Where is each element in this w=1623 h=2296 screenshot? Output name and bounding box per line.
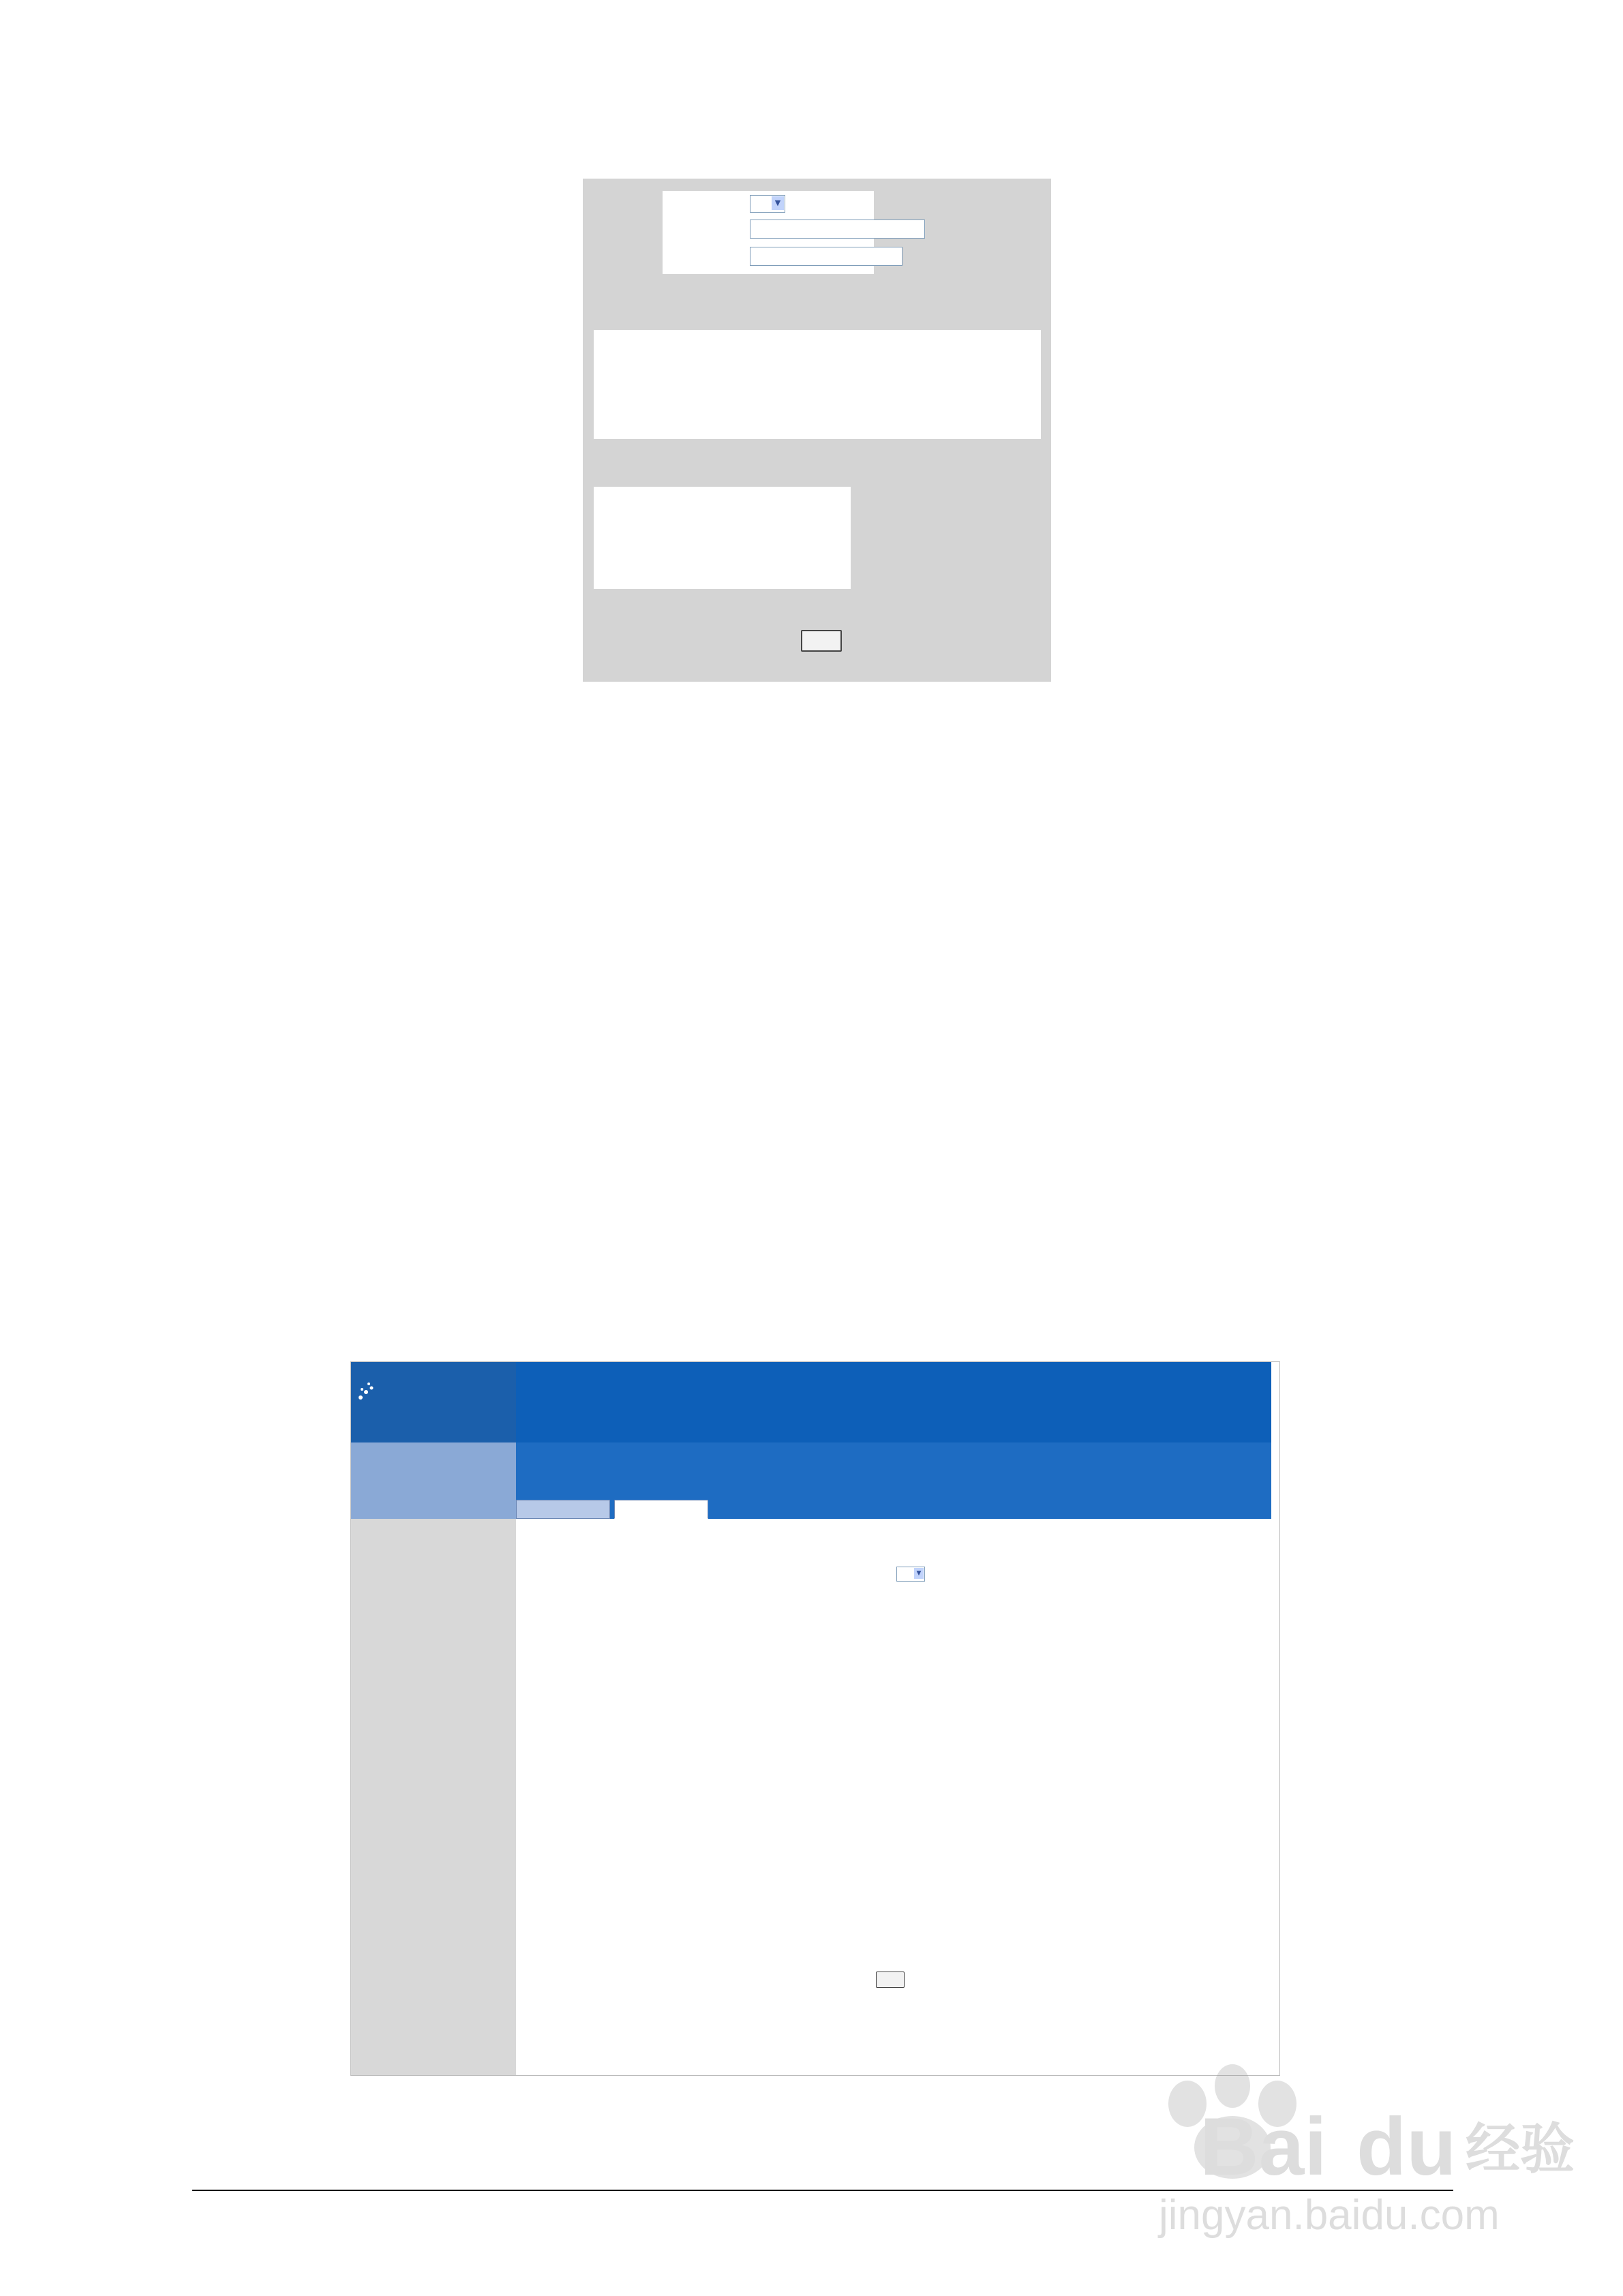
figure-all-multicast-forwarding bbox=[350, 1361, 1280, 2076]
tab-all-multicast-forwarding[interactable] bbox=[614, 1500, 708, 1519]
port-table-panel bbox=[594, 330, 1041, 439]
baidu-watermark bbox=[1132, 2045, 1609, 2250]
figure-multicast-group-settings bbox=[583, 179, 1051, 682]
svg-text:Bai: Bai bbox=[1200, 2101, 1327, 2192]
svg-text:du: du bbox=[1356, 2101, 1457, 2192]
logo-area bbox=[351, 1362, 516, 1442]
submit-button[interactable] bbox=[801, 630, 842, 652]
chevron-down-icon: ▼ bbox=[772, 196, 784, 210]
nav-header bbox=[351, 1442, 516, 1519]
submit-button[interactable] bbox=[876, 1972, 905, 1988]
step-2 bbox=[192, 789, 217, 834]
bridge-mac-input[interactable] bbox=[750, 247, 902, 266]
chevron-down-icon: ▼ bbox=[914, 1568, 924, 1579]
lag-table-panel bbox=[594, 487, 851, 589]
svg-text:jingyan.baidu.com: jingyan.baidu.com bbox=[1159, 2192, 1500, 2239]
tab-multicast-group[interactable] bbox=[516, 1500, 610, 1519]
vlan-id-select[interactable] bbox=[750, 195, 785, 213]
header-topbar bbox=[516, 1362, 1271, 1442]
vlan-id-select[interactable] bbox=[896, 1567, 925, 1582]
svg-text:经验: 经验 bbox=[1466, 2117, 1575, 2181]
step-3 bbox=[192, 866, 217, 910]
left-nav-tree bbox=[351, 1519, 516, 2075]
bridge-ip-input[interactable] bbox=[750, 220, 925, 239]
logo-signal-icon bbox=[355, 1381, 382, 1402]
step-1 bbox=[192, 1285, 217, 1329]
